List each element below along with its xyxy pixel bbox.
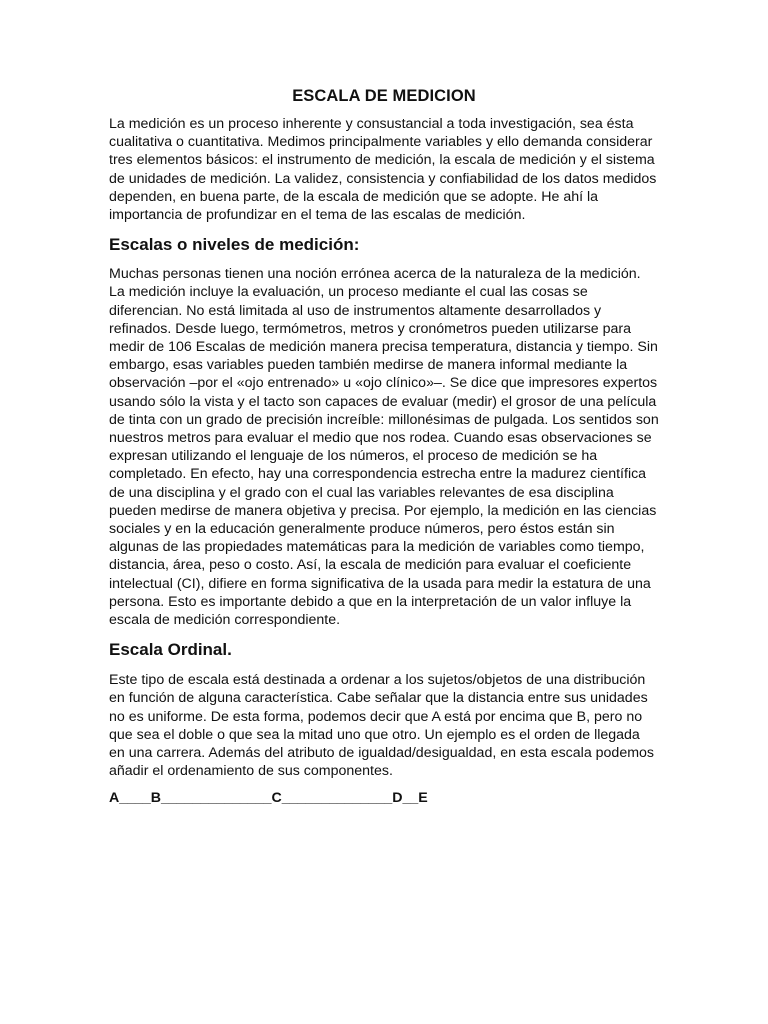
section-heading-escalas: Escalas o niveles de medición: [109,235,360,255]
document-page [109,86,659,807]
intro-paragraph: La medición es un proceso inherente y consustancial a toda investigación, sea ésta cualitativa o cuantitativa. Medimos principalmente variables y ello demanda considerar tres elementos básicos: el instrumento de medición, la escala de medición y el sistema de unidades de medición. La validez, consistencia y confiabilidad de los datos medidos dependen, en buena parte, de la escala de medición que se adopte. He ahí la importancia de profundizar en el tema de las escalas de medición. [109,116,657,224]
document-title: ESCALA DE MEDICION [292,87,476,105]
section-heading-ordinal: Escala Ordinal. [109,640,232,660]
section-body-ordinal: Este tipo de escala está destinada a ordenar a los sujetos/objetos de una distribución en función de alguna característica. Cabe señalar que la distancia entre sus unidades no es uniforme. De esta forma, podemos decir que A está por encima que B, pero no que sea el doble o que sea la mitad uno que otro. Un ejemplo es el orden de llegada en una carrera. Además del atributo de igualdad/desigualdad, en esta escala podemos añadir el ordenamiento de sus componentes. [109,672,655,780]
ordinal-scale-example: A____B______________C______________D__E [109,789,428,806]
section-body-escalas: Muchas personas tienen una noción errónea acerca de la naturaleza de la medición. La medición incluye la evaluación, un proceso mediante el cual las cosas se diferencian. No está limitada al uso de instrumentos altamente desarrollados y refinados. Desde luego, termómetros, metros y cronómetros pueden utilizarse para medir de 106 Escalas de medición manera precisa temperatura, distancia y tiempo. Sin embargo, esas variables pueden también medirse de manera informal mediante la observación –por el «ojo entrenado» u «ojo clínico»–. Se dice que impresores expertos usando sólo la vista y el tacto son capaces de evaluar (medir) el grosor de una película de tinta con un grado de precisión increíble: millonésimas de pulgada. Los sentidos son nuestros metros para evaluar el medio que nos rodea. Cuando esas observaciones se expresan utilizando el lenguaje de los números, el proceso de medición se ha completado. En efecto, hay una correspondencia estrecha entre la madurez científica de una disciplina y el grado con el cual las variables relevantes de esa disciplina pueden medirse de manera objetiva y precisa. Por ejemplo, la medición en las ciencias sociales y en la educación generalmente produce números, pero éstos están sin algunas de las propiedades matemáticas para la medición de variables como tiempo, distancia, área, peso o costo. Así, la escala de medición para evaluar el coeficiente intelectual (CI), difiere en forma significativa de la usada para medir la estatura de una persona. Esto es importante debido a que en la interpretación de un valor influye la escala de medición correspondiente. [109,266,659,629]
